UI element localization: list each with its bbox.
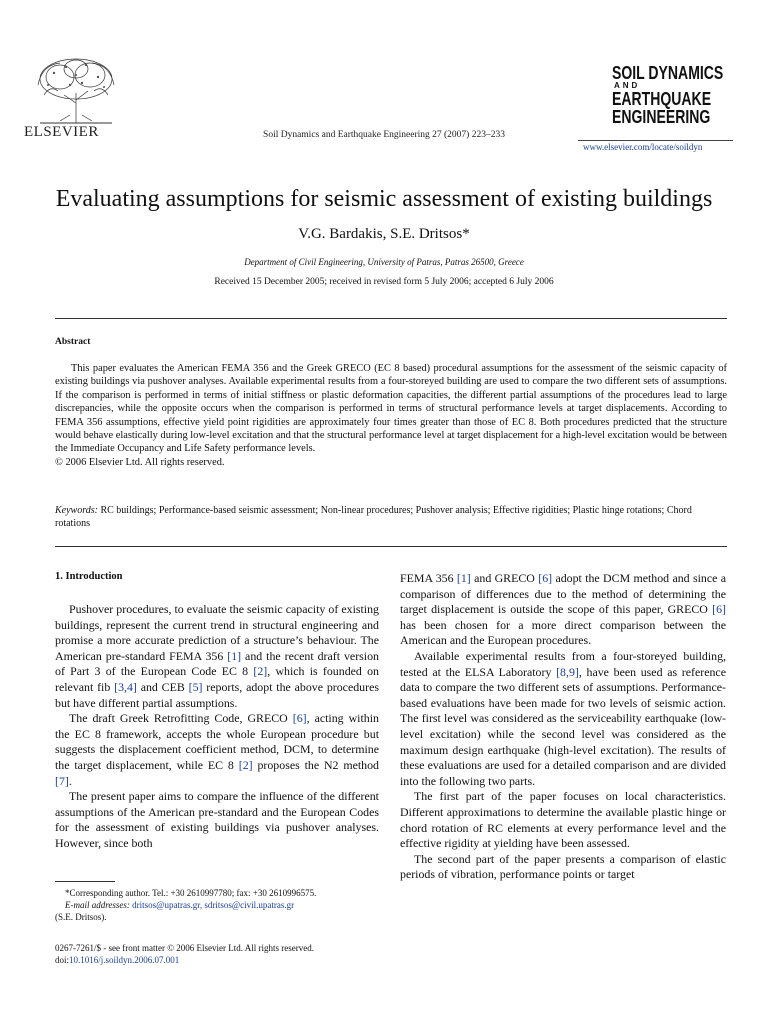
citation-link[interactable]: [1] [456, 571, 471, 585]
footnote [55, 887, 379, 923]
elsevier-tree-logo-icon [30, 55, 122, 125]
footnote-divider [55, 881, 115, 882]
abstract-bottom-divider [55, 546, 727, 547]
journal-url-link[interactable]: www.elsevier.com/locate/soildyn [583, 142, 703, 152]
abstract-heading: Abstract [55, 337, 91, 347]
paragraph: The draft Greek Retrofitting Code, GRECO [6], acting within the EC 8 framework, accepts the whole European procedure but suggests the displacement coefficient method, DCM, to determine the target displacement, while EC 8 [2] proposes the N2 method [7]. [55, 711, 379, 788]
paragraph: Pushover procedures, to evaluate the seismic capacity of existing buildings, represent the current trend in structural engineering and promise a more accurate prediction of a structure’s behaviour. The American pre-standard FEMA 356 [1] and the recent draft version of Part 3 of the European Code EC 8 [2], which is founded on relevant fib [3,4] and CEB [5] reports, adopt the above procedures but have different partial assumptions. [55, 602, 379, 710]
citation-link[interactable]: [5] [188, 679, 203, 694]
publisher-logo-text: ELSEVIER [24, 124, 99, 140]
journal-brand-logo [612, 64, 732, 126]
email-label: E-mail addresses: [65, 900, 130, 910]
author-affiliation: Department of Civil Engineering, University of Patras, Patras 26500, Greece [244, 257, 524, 267]
front-matter [55, 942, 385, 966]
email-owner: (S.E. Dritsos). [55, 912, 107, 922]
paragraph: Available experimental results from a four-storeyed building, tested at the ELSA Laboratory [8,9], have been used as reference data to compare the two different sets of assumptions. Performance-based evaluations have been made for two levels of seismic action. The first level was considered as the serviceability earthquake (low-level excitation) while the second level was considered as the maximum design earthquake (high-level excitation). The results of these evaluations are used for a detailed comparison and are divided into the following two parts. [400, 648, 726, 788]
journal-brand-line3: ENGINEERING [612, 107, 711, 127]
paragraph: FEMA 356 [1] and GRECO [6] adopt the DCM method and since a comparison of differences due to the method of determining the target displacement is outside the scope of this paper, GRECO [6] has been chosen for a more direct comparison between the American and the European procedures. [400, 571, 727, 648]
citation-link[interactable]: [8,9] [556, 664, 579, 679]
abstract-copyright: © 2006 Elsevier Ltd. All rights reserved. [55, 456, 225, 468]
body-column-left [55, 602, 379, 852]
journal-brand-divider [578, 140, 733, 141]
corresponding-author: *Corresponding author. Tel.: +30 2610997780; fax: +30 2610996575. [65, 888, 317, 898]
keywords-text: RC buildings; Performance-based seismic assessment; Non-linear procedures; Pushover analysis; Effective rigidities; Plastic hinge rotations; Chord rotations [55, 505, 692, 529]
citation-link[interactable]: [2] [253, 664, 268, 679]
abstract-text: This paper evaluates the American FEMA 356 and the Greek GRECO (EC 8 based) procedural assumptions for the assessment of the seismic capacity of existing buildings via pushover analyses. Available experimental results from a four-storeyed building are used to compare the two different sets of assumptions. If the comparison is performed in terms of initial stiffness or plastic deformation capacities, the different partial assumptions of the procedures lead to large discrepancies, while the opposite occurs when the comparison is performed in terms of structural performance levels at target displacements. According to FEMA 356 assumptions, effective yield point rigidities are approximately four times greater than those of EC 8. Both procedures predicted that the structure would behave elastically during low-level excitation and that the structural performance level at target displacement for a high-level excitation would be between the Immediate Occupancy and Life Safety performance levels. [55, 363, 727, 455]
keywords-block [55, 504, 727, 530]
keywords-label: Keywords: [55, 505, 98, 516]
abstract-body [55, 362, 727, 469]
section-heading-introduction: 1. Introduction [55, 571, 123, 582]
received-dates: Received 15 December 2005; received in revised form 5 July 2006; accepted 6 July 2006 [214, 277, 554, 287]
doi-link[interactable]: 10.1016/j.soildyn.2006.07.001 [69, 955, 180, 965]
paragraph: The second part of the paper presents a comparison of elastic periods of vibration, performance points or target [400, 851, 726, 882]
paragraph: The present paper aims to compare the influence of the different assumptions of the American pre-standard and the European Codes for the assessment of existing buildings via pushover analyses. However, since both [55, 789, 379, 850]
citation-link[interactable]: [6] [292, 711, 307, 726]
citation-link[interactable]: [1] [227, 648, 242, 663]
citation-link[interactable]: [6] [712, 602, 726, 617]
journal-brand-line1: SOIL DYNAMICS [612, 63, 724, 83]
article-title: Evaluating assumptions for seismic assessment of existing buildings [55, 186, 713, 212]
email-links[interactable]: dritsos@upatras.gr, sdritsos@civil.upatras.gr [132, 900, 295, 910]
article-authors: V.G. Bardakis, S.E. Dritsos* [298, 226, 470, 242]
doi-label: doi: [55, 955, 70, 965]
doi-line [55, 954, 385, 966]
abstract-top-divider [55, 318, 727, 319]
issn-line: 0267-7261/$ - see front matter © 2006 Elsevier Ltd. All rights reserved. [55, 943, 315, 953]
citation-link[interactable]: [2] [238, 757, 253, 772]
journal-brand-line2: EARTHQUAKE [612, 89, 712, 109]
email-line [55, 899, 379, 911]
body-column-right [400, 571, 726, 883]
paragraph: The first part of the paper focuses on local characteristics. Different approximations to determine the available plastic hinge or chord rotation of RC elements at every performance level and the effective rigidity at yielding have been assessed. [400, 789, 726, 851]
citation-link[interactable]: [6] [538, 571, 553, 585]
journal-brand-and: AND [614, 81, 641, 90]
journal-citation: Soil Dynamics and Earthquake Engineering 27 (2007) 223–233 [263, 130, 505, 140]
citation-link[interactable]: [3,4] [114, 679, 137, 694]
citation-link[interactable]: [7] [55, 773, 69, 788]
